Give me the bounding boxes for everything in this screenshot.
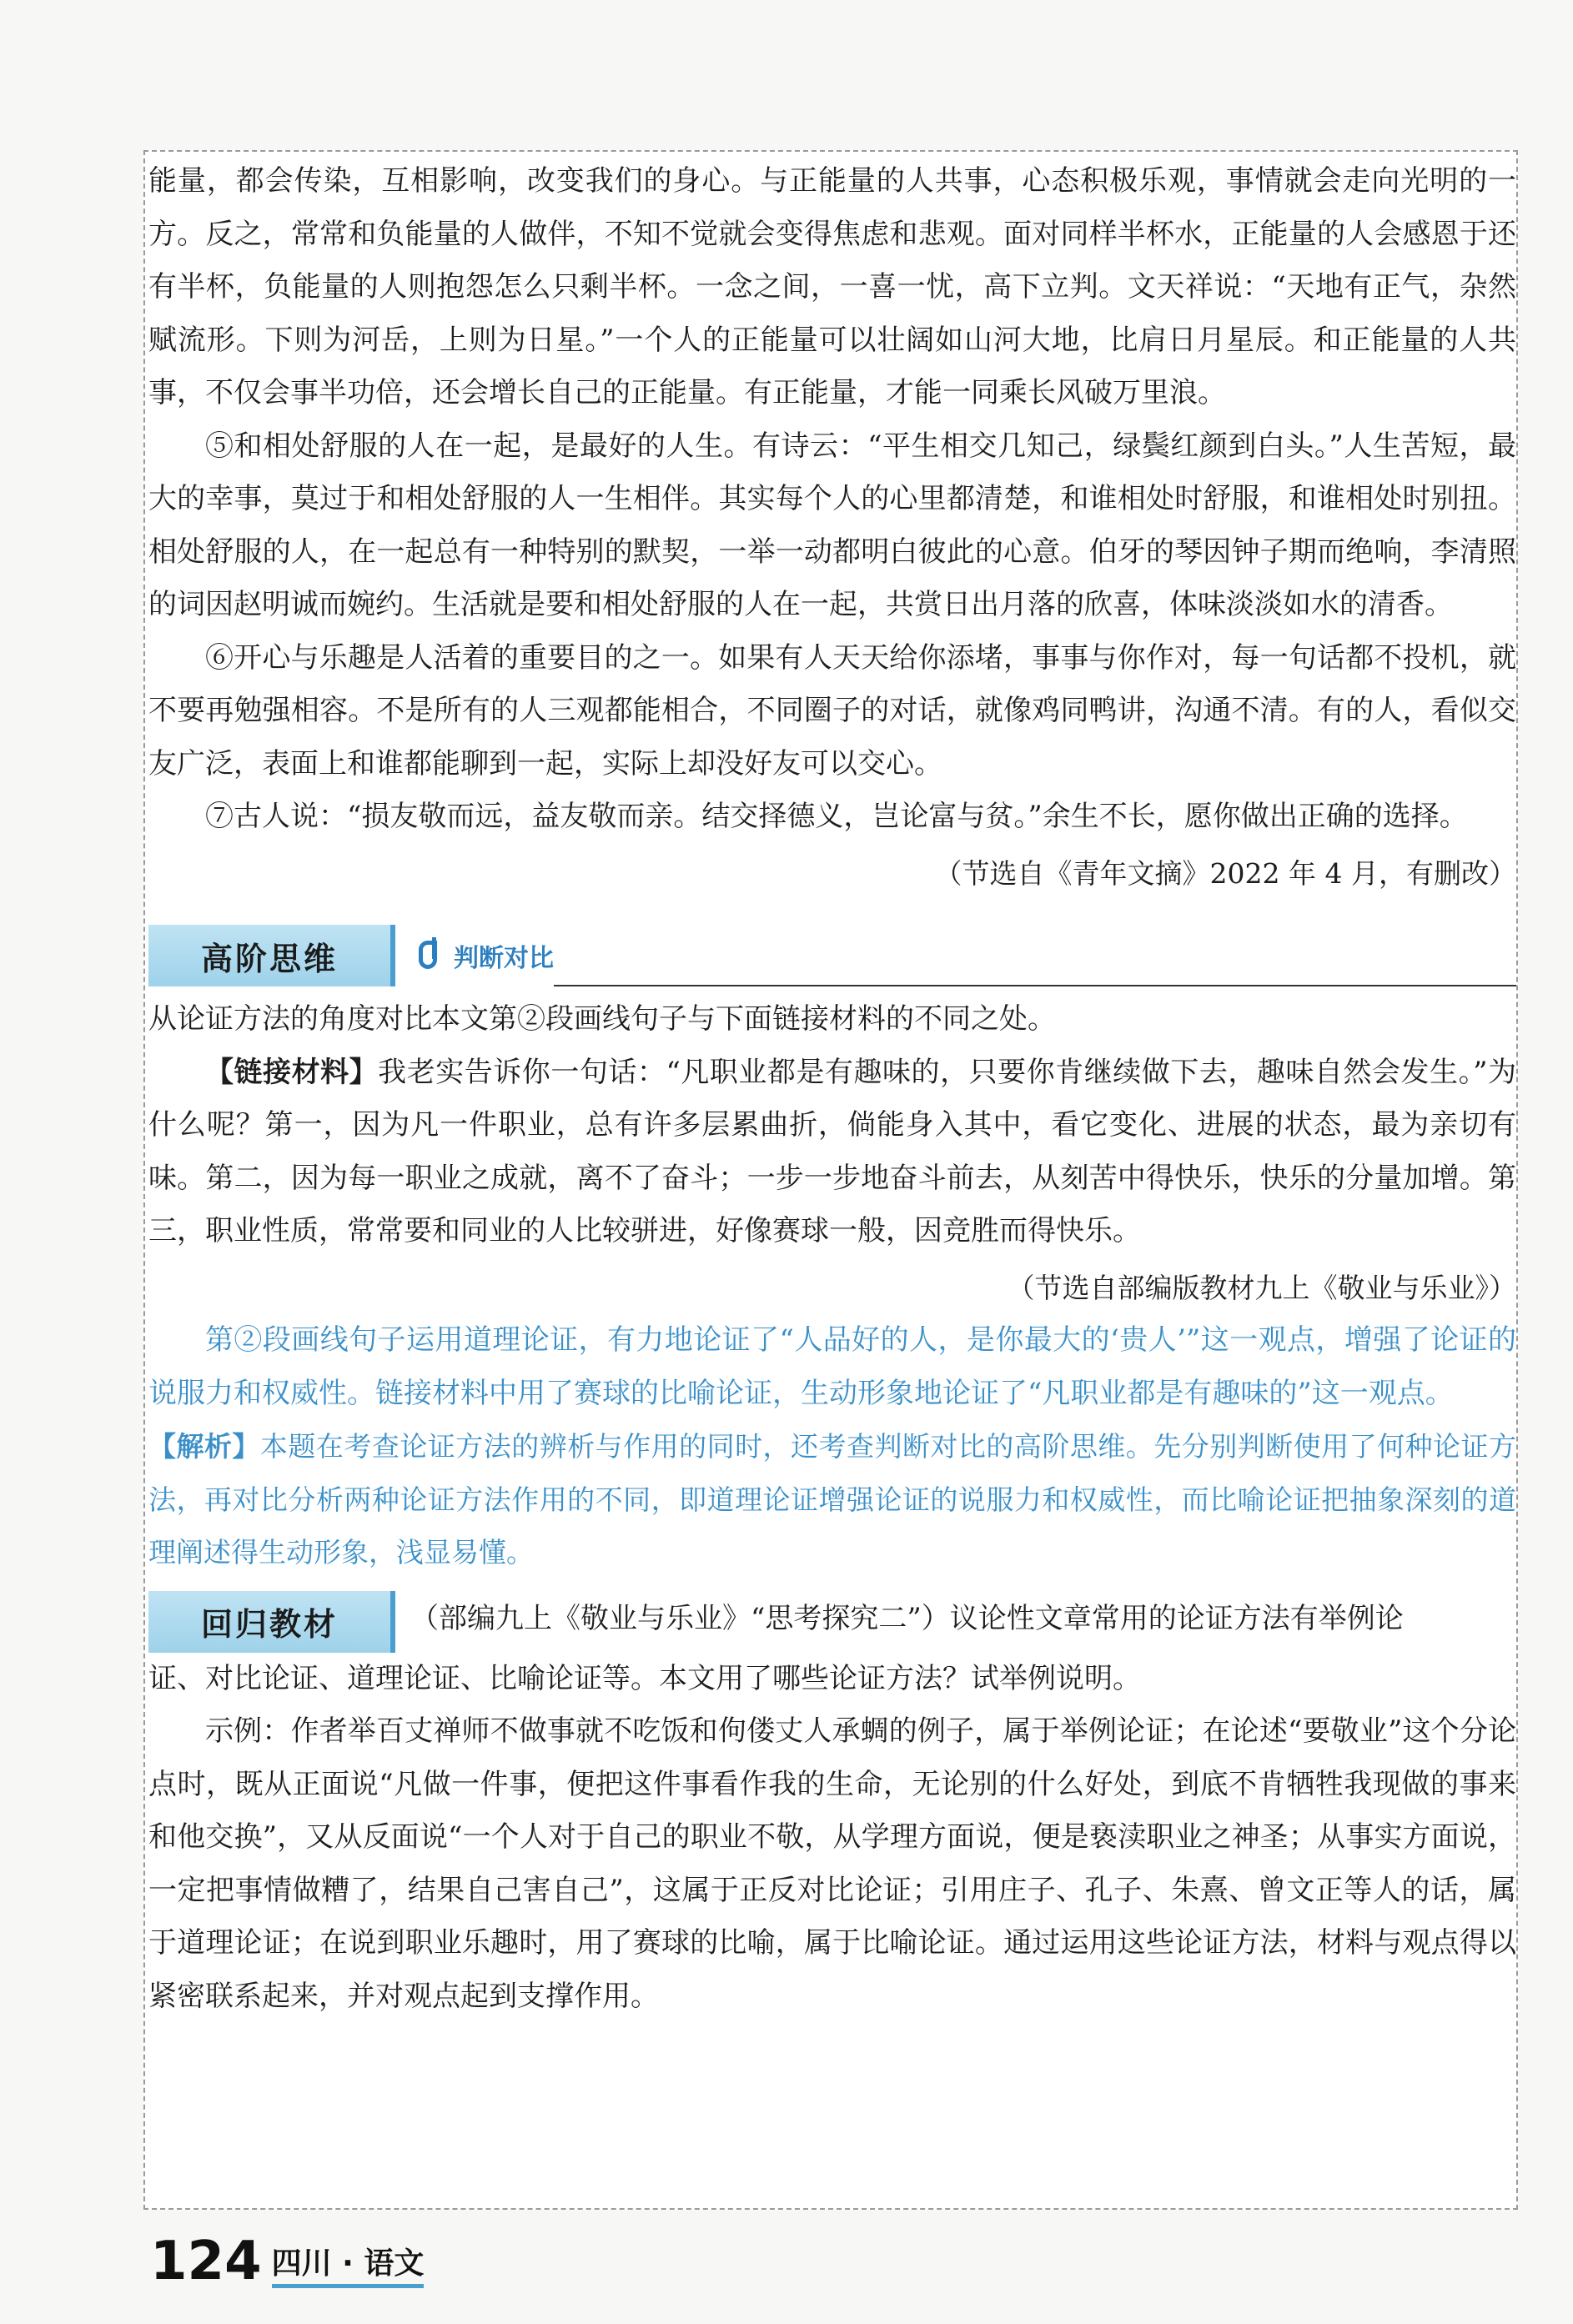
analysis	[148, 1420, 1516, 1579]
paragraph-6: ⑥开心与乐趣是人活着的重要目的之一。如果有人天天给你添堵，事事与你作对，每一句话都不投机，就不要再勉强相容。不是所有的人三观都能相合，不同圈子的对话，就像鸡同鸭讲，沟通不清。有的人，看似交友广泛，表面上和谁都能聊到一起，实际上却没好友可以交心。	[148, 640, 1516, 781]
page-number: 124	[150, 2231, 262, 2292]
analysis-label: 【解析】	[148, 1430, 260, 1463]
book-title: 四川 · 语文	[272, 2246, 425, 2288]
highlight-text: 判断对比	[454, 944, 554, 973]
analysis-text: 本题在考查论证方法的辨析与作用的同时，还考查判断对比的高阶思维。先分别判断使用了何种论证方法，再对比分析两种论证方法作用的不同，即道理论证增强论证的说服力和权威性，而比喻论证把抽象深刻的道理阐述得生动形象，浅显易懂。	[148, 1430, 1516, 1569]
paragraph-4-cont: 能量，都会传染，互相影响，改变我们的身心。与正能量的人共事，心态积极乐观，事情就会走向光明的一方。反之，常常和负能量的人做伴，不知不觉就会变得焦虑和悲观。面对同样半杯水，正能量的人会感恩于还有半杯，负能量的人则抱怨怎么只剩半杯。一念之间，一喜一忧，高下立判。文天祥说：“天地有正气，杂然赋流形。下则为河岳，上则为日星。”一个人的正能量可以壮阔如山河大地，比肩日月星辰。和正能量的人共事，不仅会事半功倍，还会增长自己的正能量。有正能量，才能一同乘长风破万里浪。	[148, 164, 1516, 409]
question-text: 从论证方法的角度对比本文第②段画线句子与下面链接材料的不同之处。	[148, 1002, 1056, 1036]
header-rule	[554, 923, 1516, 986]
answer-text: 第②段画线句子运用道理论证，有力地论证了“人品好的人，是你最大的‘贵人’”这一观点，增强了论证的说服力和权威性。链接材料中用了赛球的比喻论证，生动形象地论证了“凡职业都是有趣味的”这一观点。	[148, 1323, 1516, 1410]
material-text: 我老实告诉你一句话：“凡职业都是有趣味的，只要你肯继续做下去，趣味自然会发生。”为什么呢？第一，因为凡一件职业，总有许多层累曲折，倘能身入其中，看它变化、进展的状态，最为亲切有味。第二，因为每一职业之成就，离不了奋斗；一步一步地奋斗前去，从刻苦中得快乐，快乐的分量加增。第三，职业性质，常常要和同业的人比较骈进，好像赛球一般，因竞胜而得快乐。	[148, 1055, 1516, 1247]
section-tag: 高阶思维	[148, 925, 395, 986]
page-footer	[150, 2231, 425, 2292]
question-2-rest: 证、对比论证、道理论证、比喻论证等。本文用了哪些论证方法？试举例说明。	[148, 1661, 1141, 1695]
section-tag-2: 回归教材	[148, 1591, 395, 1653]
page-content	[148, 155, 1516, 2206]
section-header-advanced-thinking	[148, 910, 1516, 986]
material-source: （节选自部编版教材九上《敬业与乐业》）	[1007, 1271, 1516, 1304]
paragraph-5: ⑤和相处舒服的人在一起，是最好的人生。有诗云：“平生相交几知己，绿鬓红颜到白头。”人生苦短，最大的幸事，莫过于和相处舒服的人一生相伴。其实每个人的心里都清楚，和谁相处时舒服，和谁相处时别扭。相处舒服的人，在一起总有一种特别的默契，一举一动都明白彼此的心意。伯牙的琴因钟子期而绝响，李清照的词因赵明诚而婉约。生活就是要和相处舒服的人在一起，共赏日出月落的欣喜，体味淡淡如水的清香。	[148, 429, 1516, 621]
paragraph-7: ⑦古人说：“损友敬而远，益友敬而亲。结交择德义，岂论富与贫。”余生不长，愿你做出正确的选择。	[205, 800, 1468, 833]
section-header-textbook	[148, 1588, 1516, 1653]
source-citation: （节选自《青年文摘》2022 年 4 月，有删改）	[934, 856, 1516, 890]
question-2-first: （部编九上《敬业与乐业》“思考探究二”）议论性文章常用的论证方法有举例论	[410, 1601, 1404, 1635]
link-material	[148, 1047, 1516, 1258]
example-answer: 示例：作者举百丈禅师不做事就不吃饭和佝偻丈人承蜩的例子，属于举例论证；在论述“要敬业”这个分论点时，既从正面说“凡做一件事，便把这件事看作我的生命，无论别的什么好处，到底不肯牺牲我现做的事来和他交换”，又从反面说“一个人对于自己的职业不敬，从学理方面说，便是亵渎职业之神圣；从事实方面说，一定把事情做糟了，结果自己害自己”，这属于正反对比论证；引用庄子、孔子、朱熹、曾文正等人的话，属于道理论证；在说到职业乐趣时，用了赛球的比喻，属于比喻论证。通过运用这些论证方法，材料与观点得以紧密联系起来，并对观点起到支撑作用。	[148, 1714, 1516, 2013]
compare-icon	[415, 937, 449, 974]
highlight-label	[415, 925, 554, 986]
material-label: 【链接材料】	[205, 1055, 379, 1089]
